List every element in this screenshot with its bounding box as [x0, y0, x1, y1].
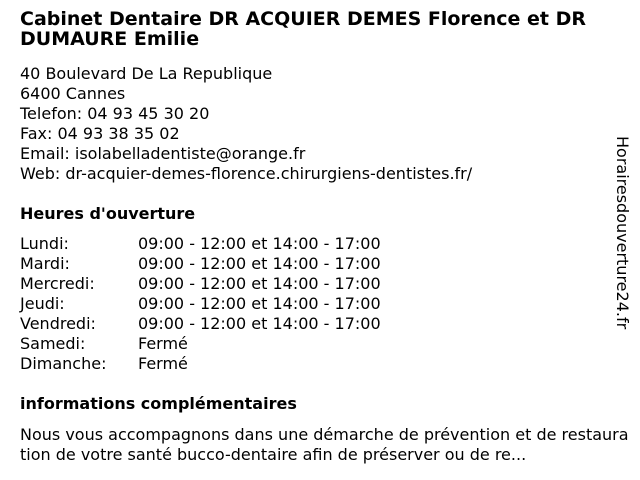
address-city: 6400 Cannes	[20, 84, 126, 103]
fax-line: Fax: 04 93 38 35 02	[20, 124, 180, 143]
hours-day: Lundi:	[20, 234, 69, 253]
hours-time: Fermé	[138, 354, 188, 373]
watermark: Horairesdouverture24.fr	[613, 136, 632, 330]
hours-time: 09:00 - 12:00 et 14:00 - 17:00	[138, 274, 381, 293]
hours-row	[20, 334, 381, 354]
address-street: 40 Boulevard De La Republique	[20, 64, 273, 83]
hours-row	[20, 354, 381, 374]
hours-day: Dimanche:	[20, 354, 107, 373]
phone-line: Telefon: 04 93 45 30 20	[20, 104, 210, 123]
hours-heading: Heures d'ouverture	[20, 204, 196, 223]
hours-day: Jeudi:	[20, 294, 65, 313]
hours-day: Samedi:	[20, 334, 86, 353]
info-text: Nous vous accompagnons dans une démarche de prévention et de restauration de votre santé bucco-dentaire afin de préserver ou de re...	[20, 425, 629, 464]
info-heading: informations complémentaires	[20, 394, 297, 413]
hours-row	[20, 294, 381, 314]
hours-row	[20, 234, 381, 254]
hours-row	[20, 314, 381, 334]
hours-time: 09:00 - 12:00 et 14:00 - 17:00	[138, 314, 381, 333]
hours-row	[20, 254, 381, 274]
email-line: Email: isolabelladentiste@orange.fr	[20, 144, 306, 163]
hours-time: 09:00 - 12:00 et 14:00 - 17:00	[138, 294, 381, 313]
hours-row	[20, 274, 381, 294]
hours-time: 09:00 - 12:00 et 14:00 - 17:00	[138, 234, 381, 253]
hours-table	[20, 234, 381, 374]
hours-time: 09:00 - 12:00 et 14:00 - 17:00	[138, 254, 381, 273]
hours-time: Fermé	[138, 334, 188, 353]
hours-day: Vendredi:	[20, 314, 96, 333]
hours-day: Mercredi:	[20, 274, 95, 293]
web-line: Web: dr-acquier-demes-florence.chirurgiens-dentistes.fr/	[20, 164, 473, 183]
contact-block	[20, 64, 472, 184]
hours-day: Mardi:	[20, 254, 70, 273]
business-name: Cabinet Dentaire DR ACQUIER DEMES Florence et DR DUMAURE Emilie	[20, 8, 587, 50]
